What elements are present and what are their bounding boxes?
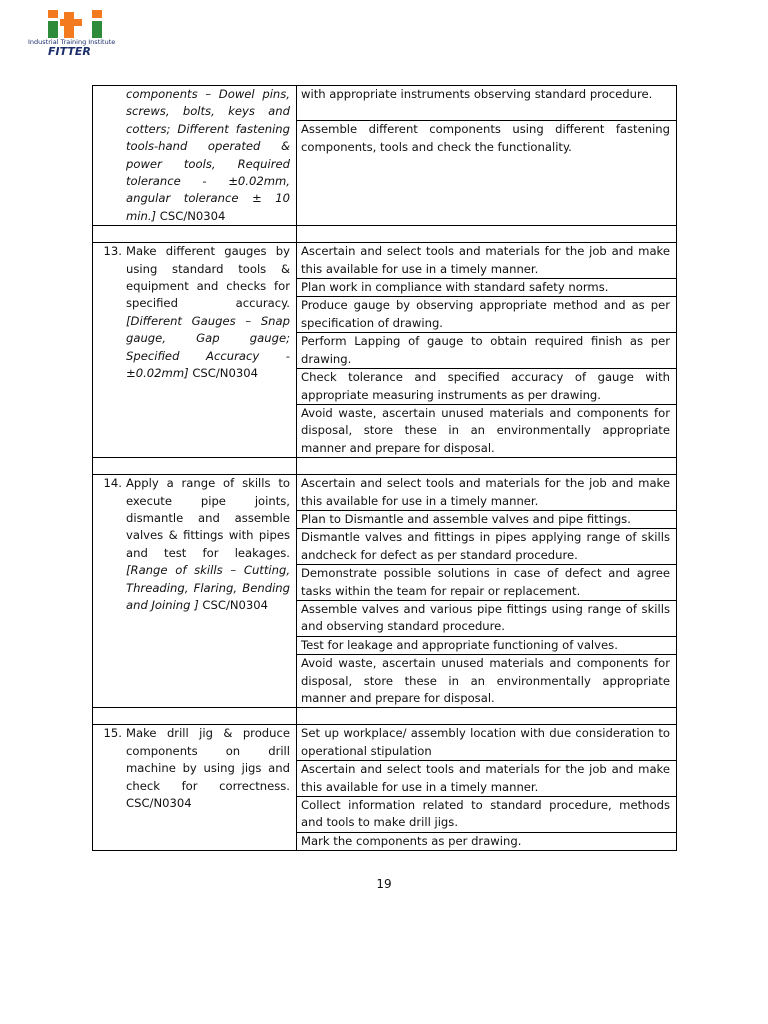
logo-stem-1	[48, 21, 58, 38]
table-row	[93, 475, 677, 511]
institute-name: Industrial Training Institute	[28, 38, 116, 46]
assessment-item: Produce gauge by observing appropriate method and as per specification of drawing.	[297, 297, 677, 333]
trade-name: FITTER	[48, 45, 91, 58]
outcome-text: Apply a range of skills to execute pipe joints, dismantle and assemble valves & fittings with pipes and test for leakages.	[126, 476, 290, 560]
assessment-item: Ascertain and select tools and materials for the job and make this available for use in a timely manner.	[297, 761, 677, 797]
table-row	[93, 243, 677, 279]
outcome-text: Make drill jig & produce components on drill machine by using jigs and check for correctness.	[126, 726, 290, 793]
outcome-italic: components – Dowel pins, screws, bolts, keys and cotters; Different fastening tools-hand operated & power tools, Required tolerance - ±0.02mm, angular tolerance ± 10 min.]	[126, 87, 290, 223]
outcome-number: 14.	[103, 476, 122, 491]
table-spacer-row	[93, 226, 677, 243]
assessment-item: Demonstrate possible solutions in case of defect and agree tasks within the team for repair or replacement.	[297, 565, 677, 601]
outcome-number: 15.	[103, 726, 122, 741]
assessment-item: Plan to Dismantle and assemble valves and pipe fittings.	[297, 510, 677, 528]
outcome-code: CSC/N0304	[188, 366, 258, 381]
page-number: 19	[376, 877, 392, 891]
outcome-code: CSC/N0304	[156, 208, 226, 223]
learning-outcome-cell	[93, 86, 297, 226]
assessment-item: Ascertain and select tools and materials for the job and make this available for use in a timely manner.	[297, 243, 677, 279]
learning-outcome-cell	[93, 243, 297, 458]
assessment-item: with appropriate instruments observing standard procedure.	[297, 86, 677, 121]
assessment-item: Check tolerance and specified accuracy of gauge with appropriate measuring instruments as per drawing.	[297, 369, 677, 405]
assessment-item: Plan work in compliance with standard safety norms.	[297, 279, 677, 297]
assessment-item: Perform Lapping of gauge to obtain required finish as per drawing.	[297, 333, 677, 369]
outcome-number: 13.	[103, 244, 122, 259]
table-row	[93, 86, 677, 121]
assessment-item: Dismantle valves and fittings in pipes applying range of skills andcheck for defect as per standard procedure.	[297, 529, 677, 565]
outcome-italic: [Range of skills – Cutting, Threading, Flaring, Bending and Joining ]	[126, 563, 290, 612]
logo-dot-1	[48, 10, 58, 18]
assessment-item: Ascertain and select tools and materials for the job and make this available for use in a timely manner.	[297, 475, 677, 511]
outcome-italic: [Different Gauges – Snap gauge, Gap gauge; Specified Accuracy - ±0.02mm]	[126, 313, 290, 381]
assessment-item: Assemble valves and various pipe fittings using range of skills and observing standard procedure.	[297, 600, 677, 636]
syllabus-table	[92, 85, 677, 851]
iti-logo	[28, 8, 128, 60]
outcome-code: CSC/N0304	[126, 796, 192, 811]
logo-t-bar	[60, 19, 82, 26]
learning-outcome-cell	[93, 725, 297, 851]
logo-stem-2	[92, 21, 102, 38]
outcome-code: CSC/N0304	[198, 597, 269, 612]
table-spacer-row	[93, 708, 677, 725]
learning-outcome-cell	[93, 475, 297, 708]
table-row	[93, 725, 677, 761]
assessment-item: Avoid waste, ascertain unused materials and components for disposal, store these in an environmentally appropriate manner and prepare for disposal.	[297, 655, 677, 708]
assessment-item: Mark the components as per drawing.	[297, 832, 677, 850]
assessment-item: Set up workplace/ assembly location with due consideration to operational stipulation	[297, 725, 677, 761]
assessment-item: Collect information related to standard procedure, methods and tools to make drill jigs.	[297, 797, 677, 833]
assessment-item: Avoid waste, ascertain unused materials and components for disposal, store these in an environmentally appropriate manner and prepare for disposal.	[297, 404, 677, 457]
outcome-text: Make different gauges by using standard tools & equipment and checks for specified accuracy.	[126, 244, 290, 311]
logo-dot-2	[92, 10, 102, 18]
assessment-item: Assemble different components using different fastening components, tools and check the functionality.	[297, 121, 677, 226]
assessment-item: Test for leakage and appropriate functioning of valves.	[297, 636, 677, 654]
table-spacer-row	[93, 458, 677, 475]
